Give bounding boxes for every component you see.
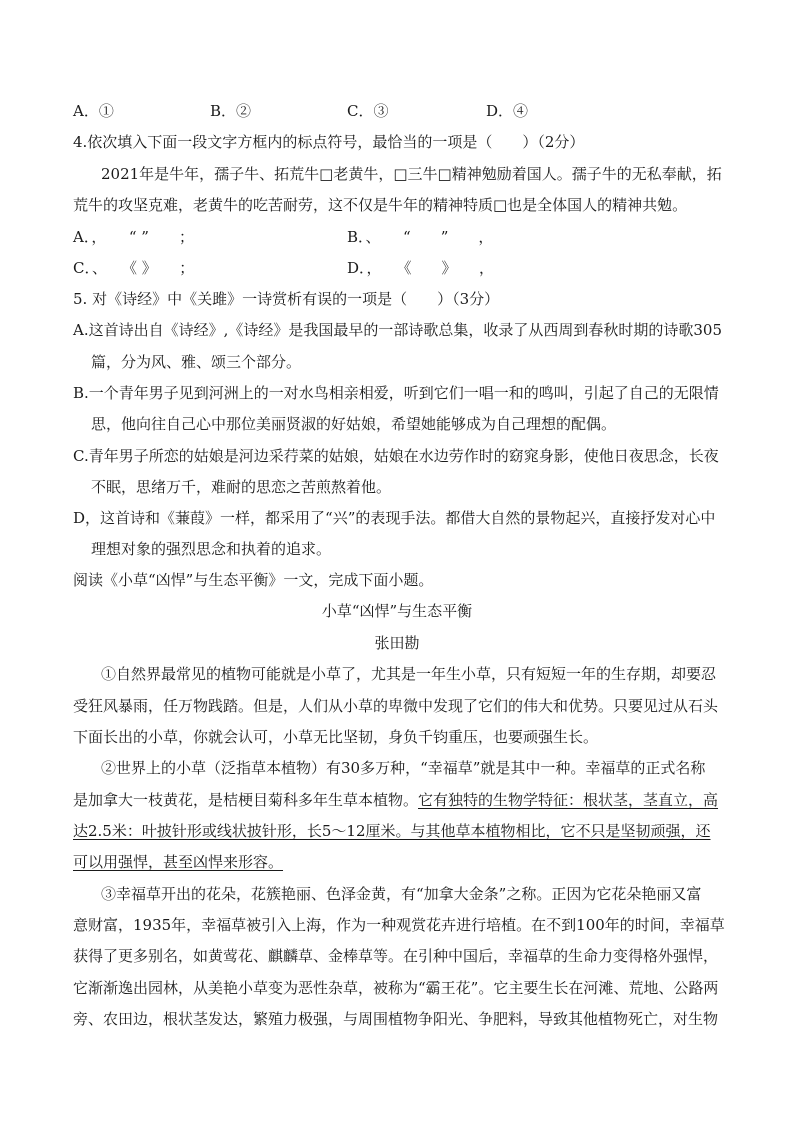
q3-option-d: D．④ xyxy=(486,102,529,120)
q4-option-c: C．、 《 》 ； xyxy=(73,259,195,277)
paragraph-3-line2: 意财富，1935年，幸福草被引入上海，作为一种观赏花卉进行培植。在不到100年的时间，幸福草 xyxy=(73,916,725,934)
q4-stem: 4.依次填入下面一段文字方框内的标点符号，最恰当的一项是（ ）（2分） xyxy=(73,133,585,151)
paragraph-3-line1: ③幸福草开出的花朵，花簇艳丽、色泽金黄，有“加拿大金条”之称。正因为它花朵艳丽又富 xyxy=(101,885,702,903)
paragraph-3-line3: 获得了更多别名，如黄莺花、麒麟草、金棒草等。在引种中国后，幸福草的生命力变得格外强悍， xyxy=(73,947,719,965)
q5-stem: 5. 对《诗经》中《关雎》一诗赏析有误的一项是（ ）（3分） xyxy=(73,290,500,308)
paragraph-2-underlined-line4: 可以用强悍，甚至凶悍来形容。 xyxy=(73,853,284,871)
q5-option-b-line1: B.一个青年男子见到河洲上的一对水鸟相亲相爱，听到它们一唱一和的鸣叫，引起了自己的无限情 xyxy=(73,384,719,402)
paragraph-1-line3: 下面长出的小草，你就会认可，小草无比坚韧，身负千钧重压，也要顽强生长。 xyxy=(73,728,599,746)
q5-option-d-line1: D，这首诗和《蒹葭》一样，都采用了“兴”的表现手法。都借大自然的景物起兴，直接抒发对心中 xyxy=(73,509,716,527)
q3-option-a: A．① xyxy=(73,102,114,120)
paragraph-2-line1: ②世界上的小草（泛指草本植物）有30多万种，“幸福草”就是其中一种。幸福草的正式名称 xyxy=(101,759,706,777)
q5-option-c-line2: 不眠，思绪万千，难耐的思恋之苦煎熬着他。 xyxy=(91,478,392,496)
q4-option-a: A．， “ ” ； xyxy=(73,228,194,246)
paragraph-2-line2 xyxy=(73,790,718,810)
paragraph-2-underlined-line3: 达2.5米：叶披针形或线状披针形，长5～12厘米。与其他草本植物相比，它不只是坚韧顽强，还 xyxy=(73,822,711,840)
reading-intro: 阅读《小草“凶悍”与生态平衡》一文，完成下面小题。 xyxy=(73,571,434,589)
q5-option-a-line2: 篇，分为风、雅、颂三个部分。 xyxy=(91,353,302,371)
paragraph-3-line5: 旁、农田边，根状茎发达，繁殖力极强，与周围植物争阳光、争肥料，导致其他植物死亡，对生物 xyxy=(73,1010,719,1028)
q3-option-c: C．③ xyxy=(347,102,389,120)
paragraph-1-line1: ①自然界最常见的植物可能就是小草了，尤其是一年生小草，只有短短一年的生存期，却要忍 xyxy=(101,665,717,683)
q3-option-b: B．② xyxy=(210,102,252,120)
paragraph-1-line2: 受狂风暴雨，任万物践踏。但是，人们从小草的卑微中发现了它们的伟大和优势。只要见过从石头 xyxy=(73,697,719,715)
q5-option-a-line1: A.这首诗出自《诗经》,《诗经》是我国最早的一部诗歌总集，收录了从西周到春秋时期的诗歌305 xyxy=(73,321,723,339)
paragraph-2-line2-plain: 是加拿大一枝黄花，是桔梗目菊科多年生草本植物。 xyxy=(73,791,419,809)
article-title: 小草“凶悍”与生态平衡 xyxy=(321,602,473,620)
q5-option-c-line1: C.青年男子所恋的姑娘是河边采荇菜的姑娘，姑娘在水边劳作时的窈窕身影，使他日夜思念，长夜 xyxy=(73,447,719,465)
article-author: 张田勘 xyxy=(374,634,420,652)
q4-passage-line2: 荒牛的攻坚克难，老黄牛的吃苦耐劳，这不仅是牛年的精神特质□也是全体国人的精神共勉。 xyxy=(73,196,688,214)
q4-option-d: D．， 《 》 ， xyxy=(347,259,495,277)
q5-option-d-line2: 理想对象的强烈思念和执着的追求。 xyxy=(91,540,332,558)
q4-passage-line1: 2021年是牛年，孺子牛、拓荒牛□老黄牛，□三牛□精神勉励着国人。孺子牛的无私奉献，拓 xyxy=(101,165,722,183)
paragraph-2-underlined-start: 它有独特的生物学特征：根状茎，茎直立，高 xyxy=(418,791,719,809)
paragraph-3-line4: 它渐渐逸出园林，从美艳小草变为恶性杂草，被称为“霸王花”。它主要生长在河滩、荒地、公路两 xyxy=(73,979,719,997)
q4-option-b: B．、 “ ” ， xyxy=(347,228,494,246)
q5-option-b-line2: 思，他向往自己心中那位美丽贤淑的好姑娘，希望她能够成为自己理想的配偶。 xyxy=(91,415,617,433)
